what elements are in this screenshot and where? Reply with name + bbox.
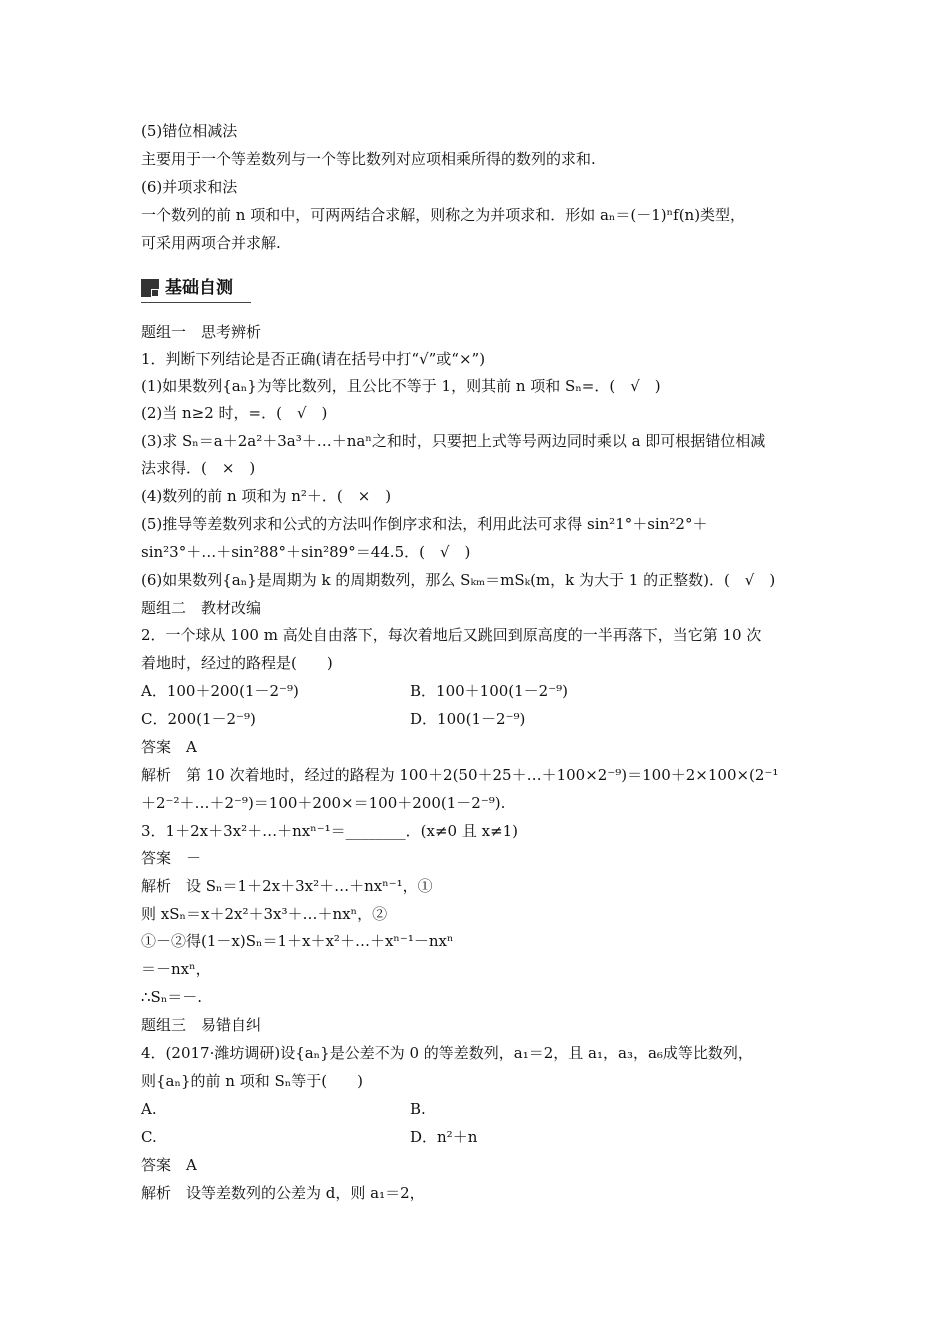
q3-analysis-line1: 解析 设 Sₙ＝1＋2x＋3x²＋…＋nxⁿ⁻¹，① <box>141 877 433 895</box>
heading-square-icon <box>141 279 159 297</box>
q1-statement-5-line1: (5)推导等差数列求和公式的方法叫作倒序求和法，利用此法可求得 sin²1°＋sin²2°＋ <box>141 515 708 533</box>
q3-answer: 答案 － <box>141 849 202 867</box>
section6-desc-line1: 一个数列的前 n 项和中，可两两结合求解，则称之为并项求和．形如 aₙ＝(－1)ⁿf(n)类型， <box>141 206 746 224</box>
q2-stem-line1: 2．一个球从 100 m 高处自由落下，每次着地后又跳回到原高度的一半再落下，当它第 10 次 <box>141 626 762 644</box>
q2-option-b: B．100＋100(1－2⁻⁹) <box>410 682 569 700</box>
q4-answer: 答案 A <box>141 1156 197 1174</box>
q2-analysis-line2: ＋2⁻²＋…＋2⁻⁹)＝100＋200×＝100＋200(1－2⁻⁹). <box>141 794 506 812</box>
q1-statement-3-line2: 法求得．( × ) <box>141 459 256 477</box>
q1-statement-5-line2: sin²3°＋…＋sin²88°＋sin²89°＝44.5．( √ ) <box>141 543 471 561</box>
q3-analysis-line2: 则 xSₙ＝x＋2x²＋3x³＋…＋nxⁿ，② <box>141 905 388 923</box>
q4-stem-line1: 4．(2017·潍坊调研)设{aₙ}是公差不为 0 的等差数列，a₁＝2，且 a₁，a₃，a₆成等比数列， <box>141 1044 753 1062</box>
section5-title: (5)错位相减法 <box>141 122 238 140</box>
q3-analysis-line4: ＝－nxⁿ， <box>141 960 211 978</box>
q4-option-b: B. <box>410 1100 426 1118</box>
q3-analysis-line3: ①－②得(1－x)Sₙ＝1＋x＋x²＋…＋xⁿ⁻¹－nxⁿ <box>141 932 454 950</box>
group2-title: 题组二 教材改编 <box>141 599 262 617</box>
section5-desc: 主要用于一个等差数列与一个等比数列对应项相乘所得的数列的求和. <box>141 150 596 168</box>
q1-statement-4: (4)数列的前 n 项和为 n²＋．( × ) <box>141 487 392 505</box>
q4-analysis: 解析 设等差数列的公差为 d，则 a₁＝2， <box>141 1184 425 1202</box>
q1-stem: 1．判断下列结论是否正确(请在括号中打“√”或“×”) <box>141 350 486 368</box>
heading-text: 基础自测 <box>165 278 233 298</box>
section6-title: (6)并项求和法 <box>141 178 238 196</box>
q2-stem-line2: 着地时，经过的路程是( ) <box>141 654 333 672</box>
q2-answer: 答案 A <box>141 738 197 756</box>
section-heading <box>141 276 251 303</box>
group3-title: 题组三 易错自纠 <box>141 1016 262 1034</box>
q1-statement-2: (2)当 n≥2 时，=．( √ ) <box>141 404 328 422</box>
q4-option-a: A. <box>141 1100 157 1118</box>
q3-stem: 3．1＋2x＋3x²＋…＋nxⁿ⁻¹＝________．(x≠0 且 x≠1) <box>141 822 519 840</box>
q4-stem-line2: 则{aₙ}的前 n 项和 Sₙ等于( ) <box>141 1072 363 1090</box>
q2-option-c: C．200(1－2⁻⁹) <box>141 710 256 728</box>
q2-option-a: A．100＋200(1－2⁻⁹) <box>141 682 299 700</box>
q1-statement-1: (1)如果数列{aₙ}为等比数列，且公比不等于 1，则其前 n 项和 Sₙ=．( √ ) <box>141 377 661 395</box>
section6-desc-line2: 可采用两项合并求解. <box>141 234 281 252</box>
q1-statement-3-line1: (3)求 Sₙ＝a＋2a²＋3a³＋…＋naⁿ之和时，只要把上式等号两边同时乘以 a 即可根据错位相减 <box>141 432 766 450</box>
q1-statement-6: (6)如果数列{aₙ}是周期为 k 的周期数列，那么 Sₖₘ＝mSₖ(m，k 为大于 1 的正整数)．( √ ) <box>141 571 776 589</box>
q3-analysis-line5: ∴Sₙ＝－. <box>141 988 203 1006</box>
q4-option-d: D．n²＋n <box>410 1128 478 1146</box>
q2-option-d: D．100(1－2⁻⁹) <box>410 710 526 728</box>
q2-analysis-line1: 解析 第 10 次着地时，经过的路程为 100＋2(50＋25＋…＋100×2⁻⁹)＝100＋2×100×(2⁻¹ <box>141 766 779 784</box>
group1-title: 题组一 思考辨析 <box>141 323 262 341</box>
q4-option-c: C. <box>141 1128 157 1146</box>
